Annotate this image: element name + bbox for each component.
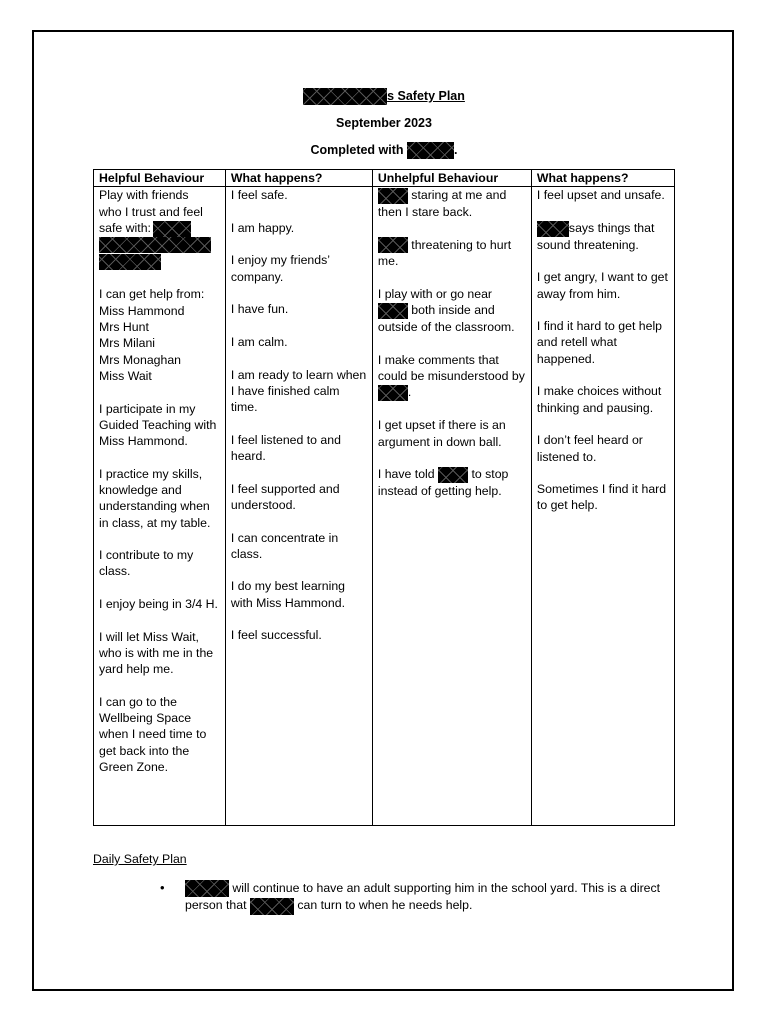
cell-paragraph: I feel supported and understood. xyxy=(230,481,340,512)
redaction-box xyxy=(250,898,294,915)
help-from-paragraph xyxy=(99,286,220,384)
staff-name: Mrs Monaghan xyxy=(99,352,182,367)
text-segment: to stop instead of getting help. xyxy=(377,467,509,498)
completed-with-line xyxy=(0,142,768,159)
redaction-box xyxy=(378,188,408,204)
cell-paragraph xyxy=(537,220,669,253)
helpful-friends-paragraph xyxy=(99,187,220,270)
redaction-box xyxy=(99,237,211,253)
text-segment: can turn to when he needs help. xyxy=(297,898,473,913)
cell-paragraph: I am ready to learn when I have finished calm time. xyxy=(230,367,367,415)
cell-paragraph: I participate in my Guided Teaching with Miss Hammond. xyxy=(99,401,217,449)
document-title xyxy=(0,88,768,105)
text-line: who I trust and feel xyxy=(99,204,203,219)
redaction-box xyxy=(378,237,408,253)
redaction-box xyxy=(153,221,191,237)
text-segment: says things that sound threatening. xyxy=(536,220,655,252)
text-line: I can get help from: xyxy=(99,287,205,302)
cell-paragraph: I feel upset and unsafe. xyxy=(536,188,665,203)
cell-paragraph xyxy=(378,187,526,220)
text-segment: threatening to hurt me. xyxy=(377,237,512,269)
cell-paragraph: I make choices without thinking and pausing. xyxy=(536,384,662,415)
staff-name: Mrs Milani xyxy=(99,336,156,351)
cell-paragraph: I get angry, I want to get away from him. xyxy=(536,270,668,301)
header-what-happens-2: What happens? xyxy=(531,170,674,187)
text-segment: I make comments that could be misunderstood by xyxy=(377,352,525,383)
cell-paragraph xyxy=(378,352,526,401)
redaction-box xyxy=(537,221,569,237)
helpful-behaviour-cell xyxy=(94,187,226,826)
text-segment: staring at me and then I stare back. xyxy=(377,188,507,220)
redaction-box xyxy=(438,467,468,483)
cell-paragraph: I have fun. xyxy=(230,302,289,317)
header-helpful-behaviour: Helpful Behaviour xyxy=(94,170,226,187)
redaction-box xyxy=(185,880,229,897)
redaction-box xyxy=(407,142,454,159)
header-what-happens-1: What happens? xyxy=(225,170,372,187)
unhelpful-behaviour-cell xyxy=(372,187,531,826)
daily-plan-bullet xyxy=(185,880,675,915)
text-line: I play with or go near xyxy=(377,286,493,301)
completed-prefix: Completed with xyxy=(310,142,404,157)
text-line xyxy=(99,220,220,237)
title-text: s Safety Plan xyxy=(387,88,465,103)
cell-paragraph: I do my best learning with Miss Hammond. xyxy=(230,579,346,610)
text-segment: safe with: xyxy=(99,220,151,235)
redaction-box xyxy=(303,88,387,105)
cell-paragraph xyxy=(378,286,526,335)
cell-paragraph: I find it hard to get help and retell what happened. xyxy=(536,319,663,366)
redaction-box xyxy=(378,303,408,319)
cell-paragraph: I feel successful. xyxy=(230,628,322,643)
cell-paragraph: I get upset if there is an argument in down ball. xyxy=(377,418,506,449)
cell-paragraph: I enjoy being in 3/4 H. xyxy=(99,597,218,612)
cell-paragraph: I practice my skills, knowledge and understanding when in class, at my table. xyxy=(99,466,211,530)
cell-paragraph: I enjoy my friends’ company. xyxy=(230,253,330,284)
what-happens-helpful-cell xyxy=(225,187,372,826)
cell-paragraph: I will let Miss Wait, who is with me in the yard help me. xyxy=(99,629,214,677)
cell-paragraph: I can concentrate in class. xyxy=(230,530,339,561)
text-segment: will continue to have an adult supporting him in the school yard. This is a direct person that xyxy=(185,881,661,913)
staff-name: Miss Hammond xyxy=(99,303,185,318)
redaction-line xyxy=(99,237,220,254)
completed-suffix: . xyxy=(454,142,458,157)
daily-safety-plan-heading: Daily Safety Plan xyxy=(93,852,187,866)
redaction-line xyxy=(99,253,220,270)
cell-paragraph xyxy=(378,466,526,499)
staff-name: Miss Wait xyxy=(99,368,152,383)
text-segment: I have told xyxy=(377,467,435,482)
what-happens-unhelpful-cell xyxy=(531,187,674,826)
redaction-box xyxy=(378,385,408,401)
cell-paragraph: I am calm. xyxy=(230,334,288,349)
safety-plan-table xyxy=(93,169,675,826)
staff-name: Mrs Hunt xyxy=(99,320,149,335)
text-segment: . xyxy=(407,385,412,400)
redaction-box xyxy=(99,254,161,270)
document-date: September 2023 xyxy=(336,116,432,130)
bullet-dot-icon: • xyxy=(160,880,165,895)
cell-paragraph: I can go to the Wellbeing Space when I need time to get back into the Green Zone. xyxy=(99,694,207,775)
cell-paragraph: I feel listened to and heard. xyxy=(230,432,341,464)
cell-paragraph: I am happy. xyxy=(230,220,295,235)
cell-paragraph: I don’t feel heard or listened to. xyxy=(536,433,643,464)
cell-paragraph: I feel safe. xyxy=(230,188,288,203)
header-unhelpful-behaviour: Unhelpful Behaviour xyxy=(372,170,531,187)
cell-paragraph xyxy=(378,237,526,270)
table-row xyxy=(94,187,675,826)
text-segment: both inside and outside of the classroom. xyxy=(377,303,515,335)
cell-paragraph: I contribute to my class. xyxy=(99,548,194,579)
cell-paragraph: Sometimes I find it hard to get help. xyxy=(536,482,667,513)
text-line: Play with friends xyxy=(99,188,189,203)
table-header-row xyxy=(94,170,675,187)
